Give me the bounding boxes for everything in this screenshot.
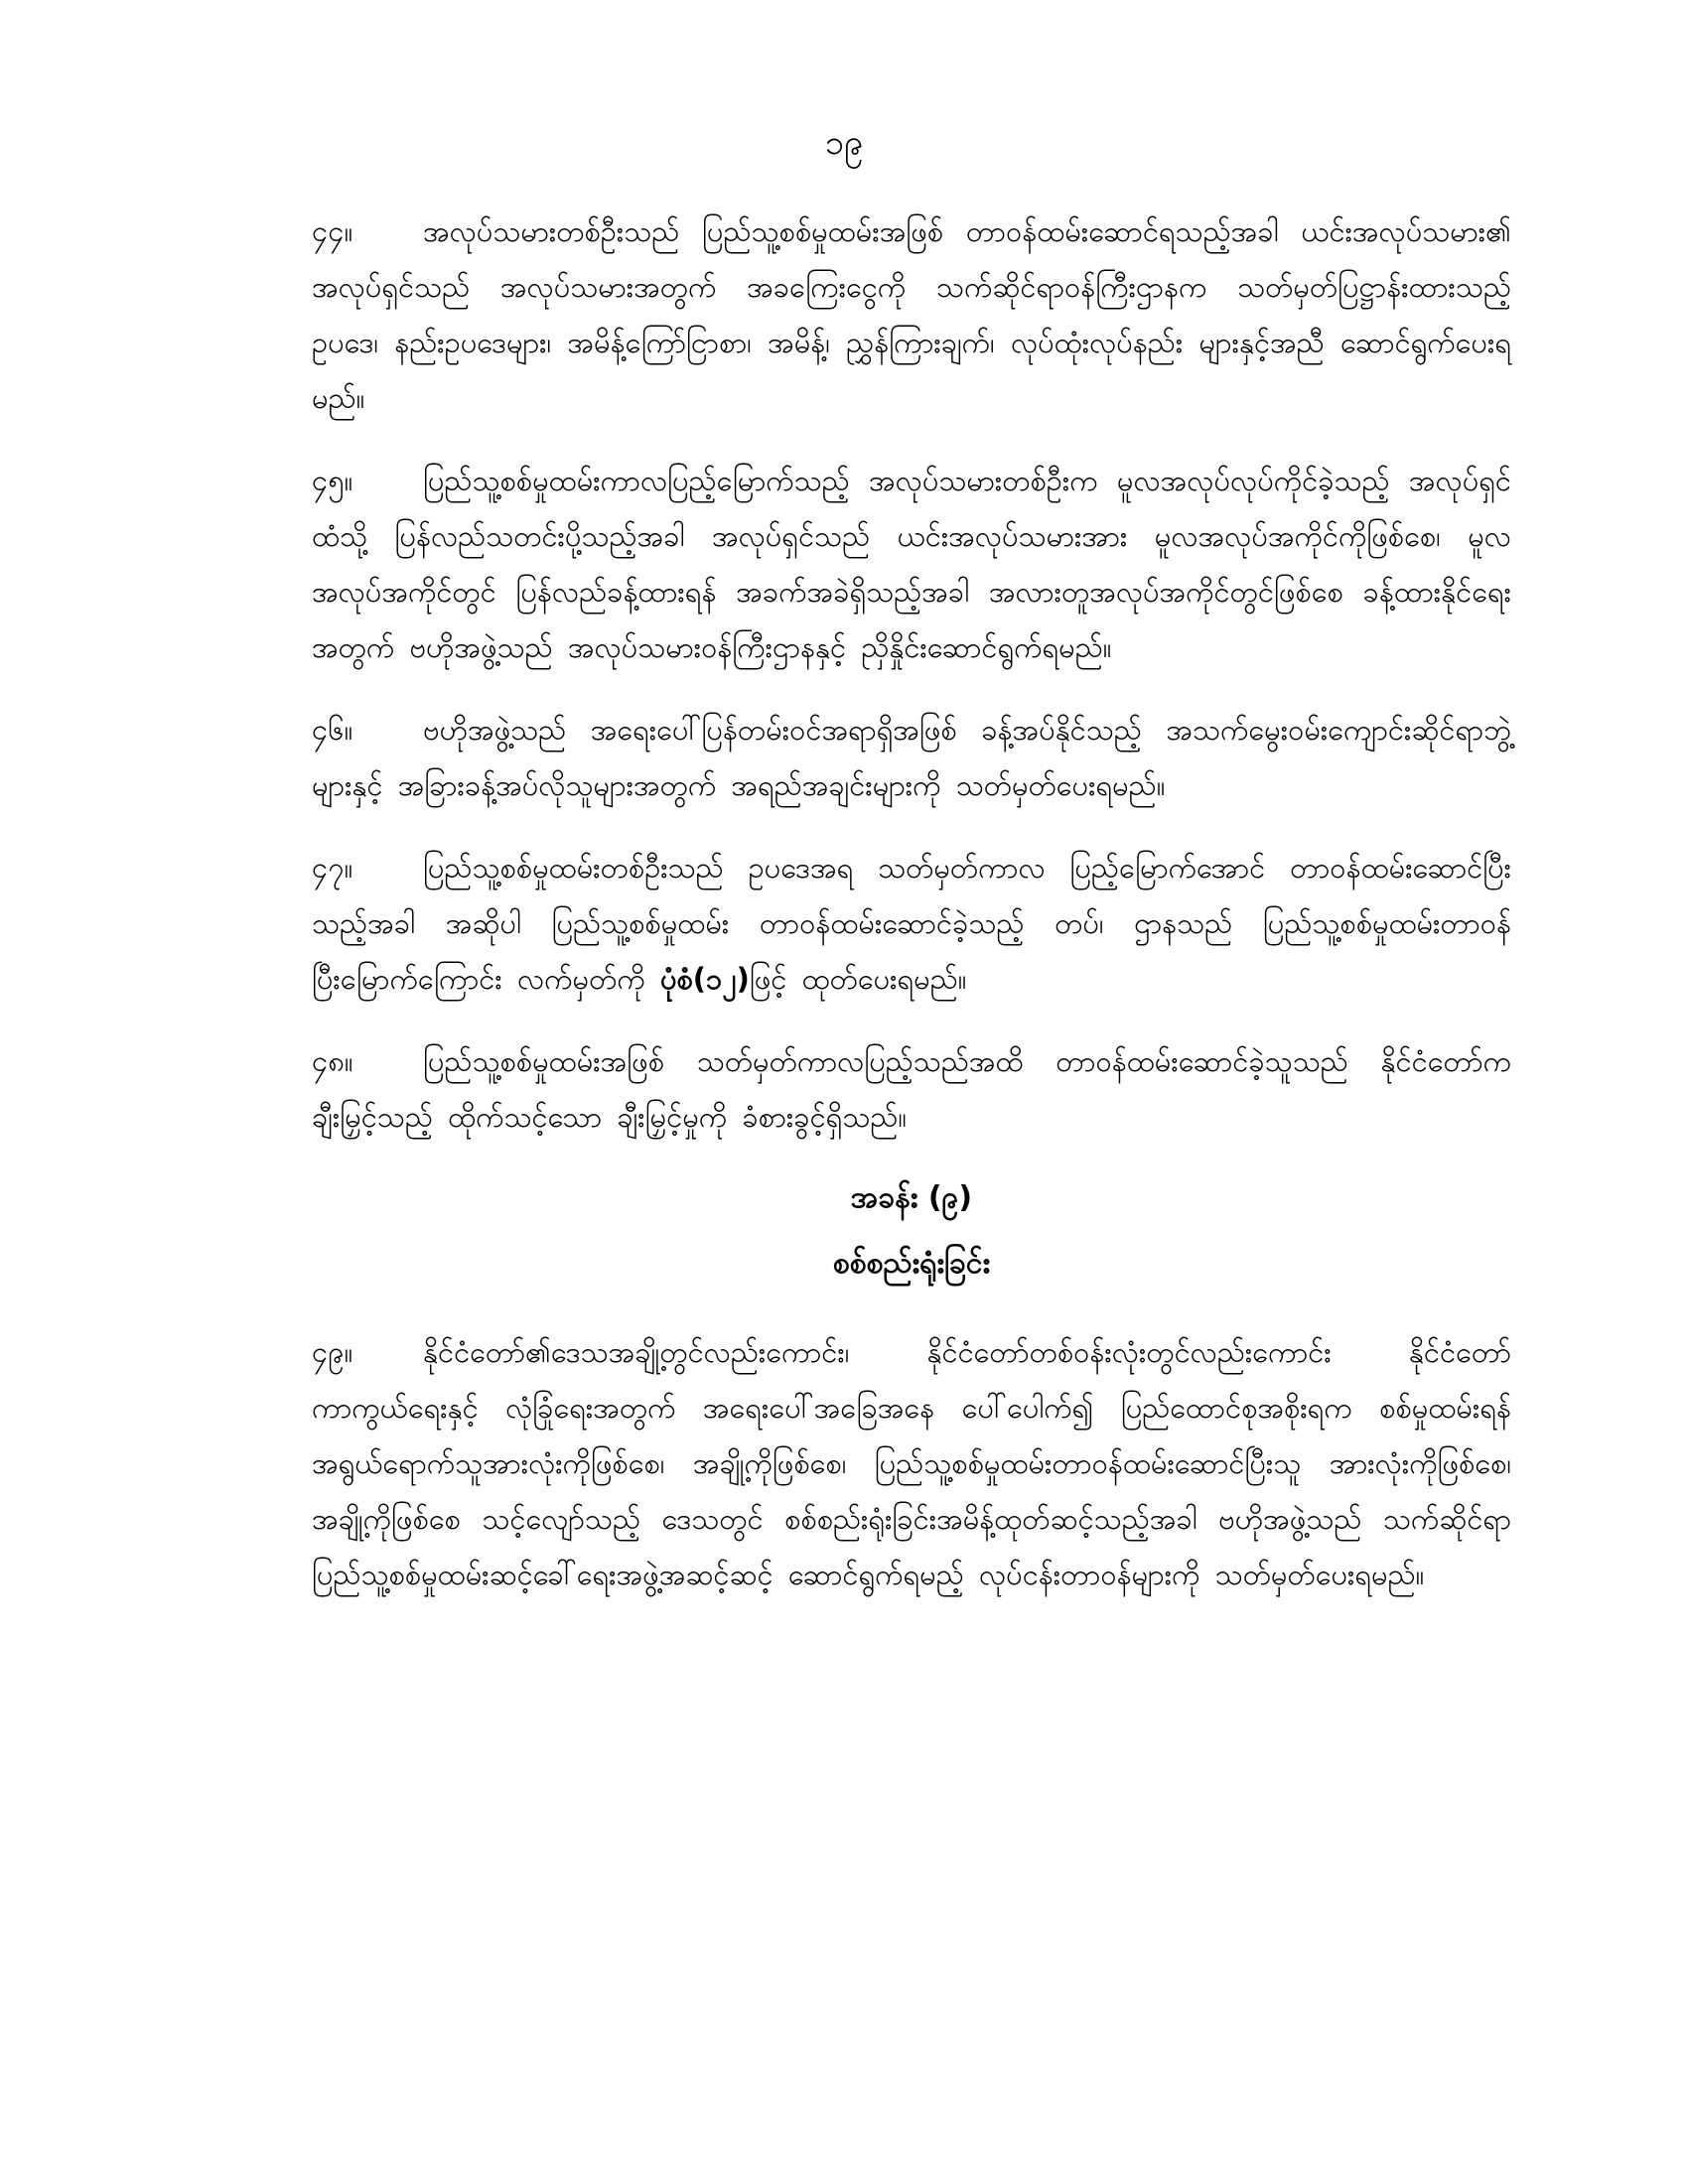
paragraph-number: ၄၇။ [312,851,353,885]
paragraph-number: ၄၅။ [312,464,353,497]
paragraph-46 [312,702,1511,813]
paragraph-text-continued: ဖြင့် ထုတ်ပေးရမည်။ [749,962,967,996]
chapter-subtitle: စစ်စည်းရုံးခြင်း [832,1246,991,1281]
paragraph-number: ၄၄။ [312,214,353,248]
paragraph-47 [312,840,1511,1007]
paragraph-45 [312,453,1511,675]
paragraph-48 [312,1033,1511,1145]
paragraph-text: ပြည်သူ့စစ်မှုထမ်းတစ်ဦးသည် ဥပဒေအရ သတ်မှတ်ကာလ ပြည့်မြောက်အောင် တာဝန်ထမ်းဆောင်ပြီးသည့်အခါ အဆိုပါ ပြည်သူ့စစ်မှုထမ်း တာဝန်ထမ်းဆောင်ခဲ့သည့် တပ်၊ ဌာနသည် ပြည်သူ့စစ်မှုထမ်းတာဝန် ပြီးမြောက်ကြောင်း လက်မှတ်ကို [312,851,1511,996]
page-number: ၁၉ [824,123,864,163]
paragraph-text: ပြည်သူ့စစ်မှုထမ်းအဖြစ် သတ်မှတ်ကာလပြည့်သည်အထိ တာဝန်ထမ်းဆောင်ခဲ့သူသည် နိုင်ငံတော်ကချီးမြှင့်သည့် ထိုက်သင့်သော ချီးမြှင့်မှုကို ခံစားခွင့်ရှိသည်။ [312,1044,1511,1134]
form-reference: ပုံစံ(၁၂) [659,962,750,996]
paragraph-number: ၄၉။ [312,1335,353,1369]
paragraph-44 [312,204,1511,426]
paragraph-text: အလုပ်သမားတစ်ဦးသည် ပြည်သူ့စစ်မှုထမ်းအဖြစ် တာဝန်ထမ်းဆောင်ရသည့်အခါ ယင်းအလုပ်သမား၏ အလုပ်ရှင်သည် အလုပ်သမားအတွက် အခကြေးငွေကို သက်ဆိုင်ရာဝန်ကြီးဌာနက သတ်မှတ်ပြဋ္ဌာန်းထားသည့်ဥပဒေ၊ နည်းဥပဒေများ၊ အမိန့်ကြော်ငြာစာ၊ အမိန့်၊ ညွှန်ကြားချက်၊ လုပ်ထုံးလုပ်နည်း များနှင့်အညီ ဆောင်ရွက်ပေးရမည်။ [312,214,1511,415]
document-body [312,204,1511,1629]
paragraph-number: ၄၆။ [312,713,353,747]
chapter-title: အခန်း (၉) [850,1180,973,1215]
paragraph-49 [312,1324,1511,1602]
paragraph-text: ပြည်သူ့စစ်မှုထမ်းကာလပြည့်မြောက်သည့် အလုပ်သမားတစ်ဦးက မူလအလုပ်လုပ်ကိုင်ခဲ့သည့် အလုပ်ရှင်ထံသို့ ပြန်လည်သတင်းပို့သည့်အခါ အလုပ်ရှင်သည် ယင်းအလုပ်သမားအား မူလအလုပ်အကိုင်ကိုဖြစ်စေ၊ မူလအလုပ်အကိုင်တွင် ပြန်လည်ခန့်ထားရန် အခက်အခဲရှိသည့်အခါ အလားတူအလုပ်အကိုင်တွင်ဖြစ်စေ ခန့်ထားနိုင်ရေးအတွက် ဗဟိုအဖွဲ့သည် အလုပ်သမားဝန်ကြီးဌာနနှင့် ညှိနှိုင်းဆောင်ရွက်ရမည်။ [312,464,1511,664]
paragraph-text: ဗဟိုအဖွဲ့သည် အရေးပေါ်ပြန်တမ်းဝင်အရာရှိအဖြစ် ခန့်အပ်နိုင်သည့် အသက်မွေးဝမ်းကျောင်းဆိုင်ရာဘွဲ့များနှင့် အခြားခန့်အပ်လိုသူများအတွက် အရည်အချင်းများကို သတ်မှတ်ပေးရမည်။ [312,713,1511,802]
paragraph-number: ၄၈။ [312,1044,353,1078]
paragraph-text: နိုင်ငံတော်၏ဒေသအချို့တွင်လည်းကောင်း၊ နိုင်ငံတော်တစ်ဝန်းလုံးတွင်လည်းကောင်း နိုင်ငံတော်ကာကွယ်ရေးနှင့် လုံခြုံရေးအတွက် အရေးပေါ်အခြေအနေ ပေါ်ပေါက်၍ ပြည်ထောင်စုအစိုးရက စစ်မှုထမ်းရန်အရွယ်ရောက်သူအားလုံးကိုဖြစ်စေ၊ အချို့ကိုဖြစ်စေ၊ ပြည်သူ့စစ်မှုထမ်းတာဝန်ထမ်းဆောင်ပြီးသူ အားလုံးကိုဖြစ်စေ၊ အချို့ကိုဖြစ်စေ သင့်လျော်သည့် ဒေသတွင် စစ်စည်းရုံးခြင်းအမိန့်ထုတ်ဆင့်သည့်အခါ ဗဟိုအဖွဲ့သည် သက်ဆိုင်ရာ ပြည်သူ့စစ်မှုထမ်းဆင့်ခေါ်ရေးအဖွဲ့အဆင့်ဆင့် ဆောင်ရွက်ရမည့် လုပ်ငန်းတာဝန်များကို သတ်မှတ်ပေးရမည်။ [312,1335,1511,1591]
